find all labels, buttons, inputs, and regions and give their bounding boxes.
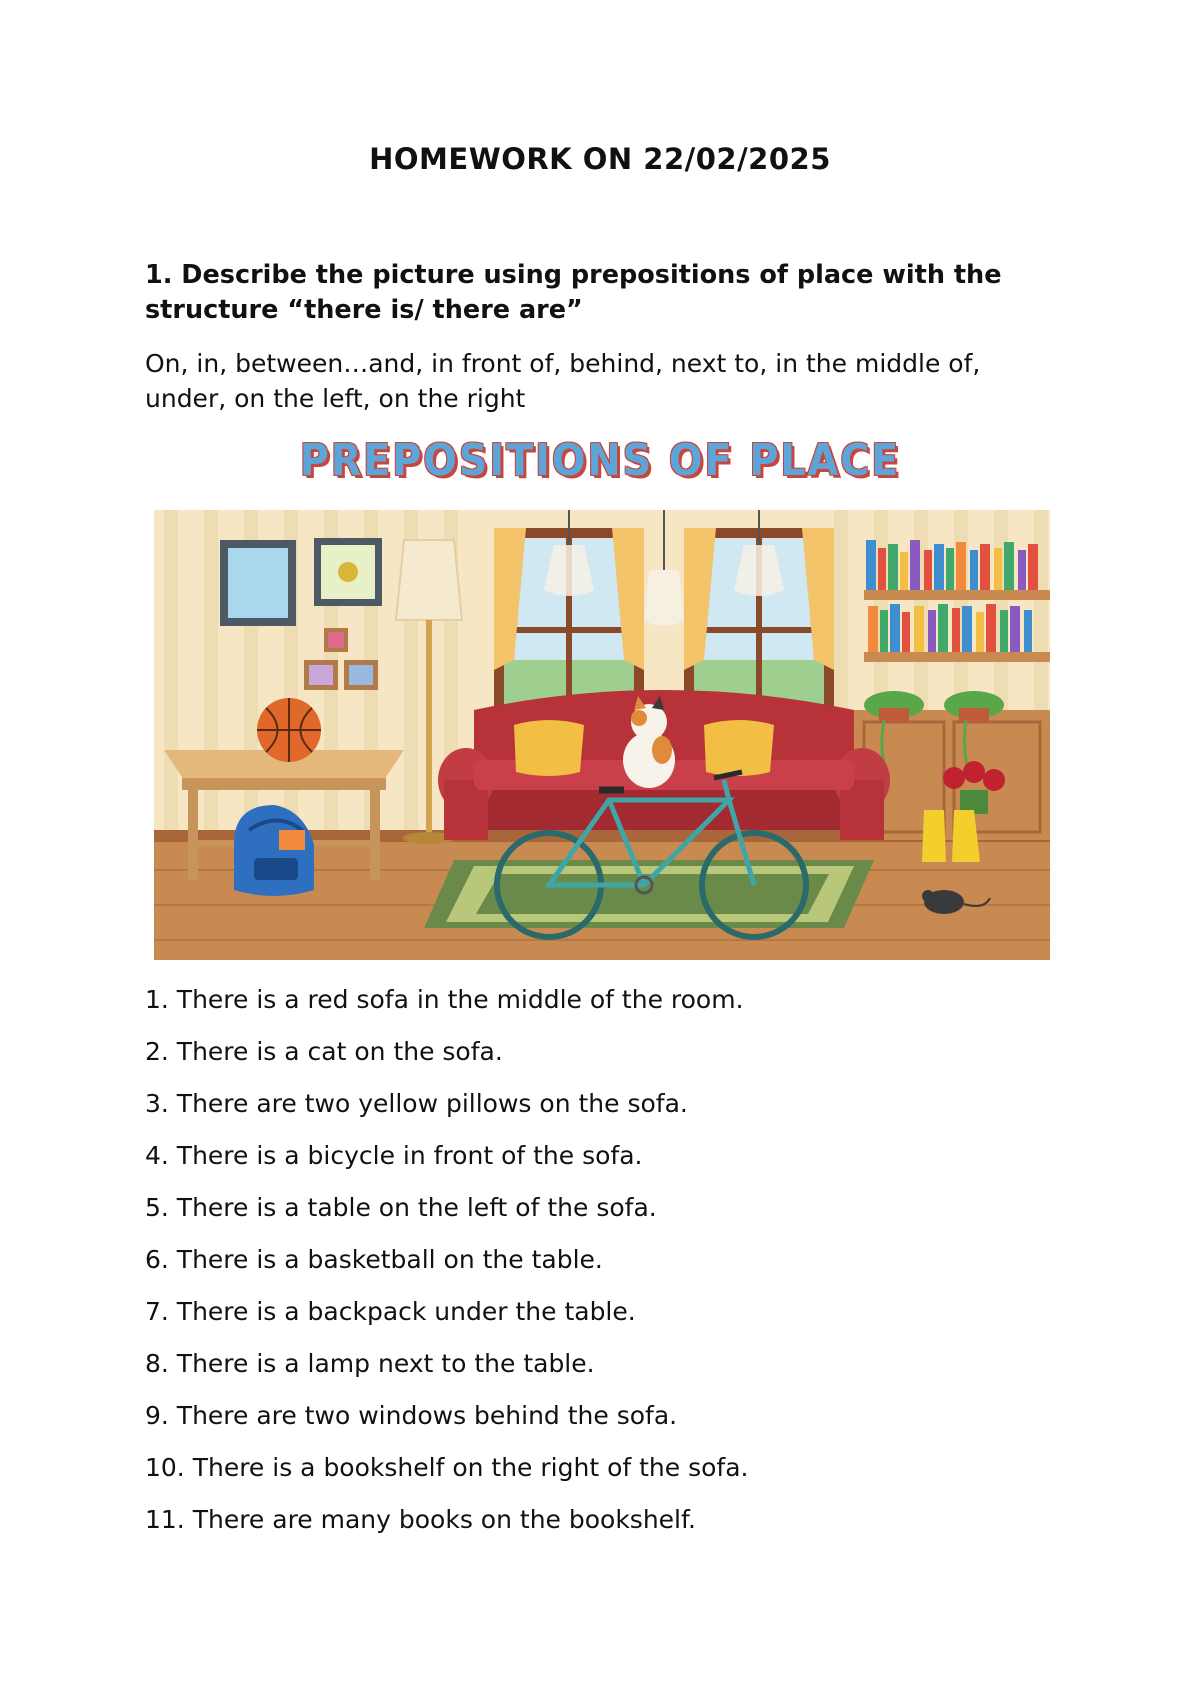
list-item: 5. There is a table on the left of the sofa. [145,1193,657,1222]
list-item: 9. There are two windows behind the sofa. [145,1401,678,1430]
list-item: 11. There are many books on the bookshelf. [145,1505,696,1534]
list-item: 8. There is a lamp next to the table. [145,1349,595,1378]
list-item: 3. There are two yellow pillows on the sofa. [145,1089,688,1118]
banner [150,430,1050,490]
task-heading: 1. Describe the picture using prepositions of place with the structure “there is/ there are” [145,260,1002,325]
list-item: 1. There is a red sofa in the middle of the room. [145,985,744,1014]
list-item: 7. There is a backpack under the table. [145,1297,636,1326]
answer-list [145,985,1105,1557]
page-title: HOMEWORK ON 22/02/2025 [369,142,831,176]
basketball-icon [257,698,321,762]
list-item: 2. There is a cat on the sofa. [145,1037,503,1066]
living-room-scene [154,510,1050,960]
list-item: 4. There is a bicycle in front of the sofa. [145,1141,643,1170]
prepositions-list: On, in, between…and, in front of, behind, next to, in the middle of, under, on the left, on the right [145,349,981,413]
list-item: 6. There is a basketball on the table. [145,1245,603,1274]
banner-title: PREPOSITIONS OF PLACE [299,434,901,486]
list-item: 10. There is a bookshelf on the right of the sofa. [145,1453,749,1482]
illustration [150,430,1050,960]
